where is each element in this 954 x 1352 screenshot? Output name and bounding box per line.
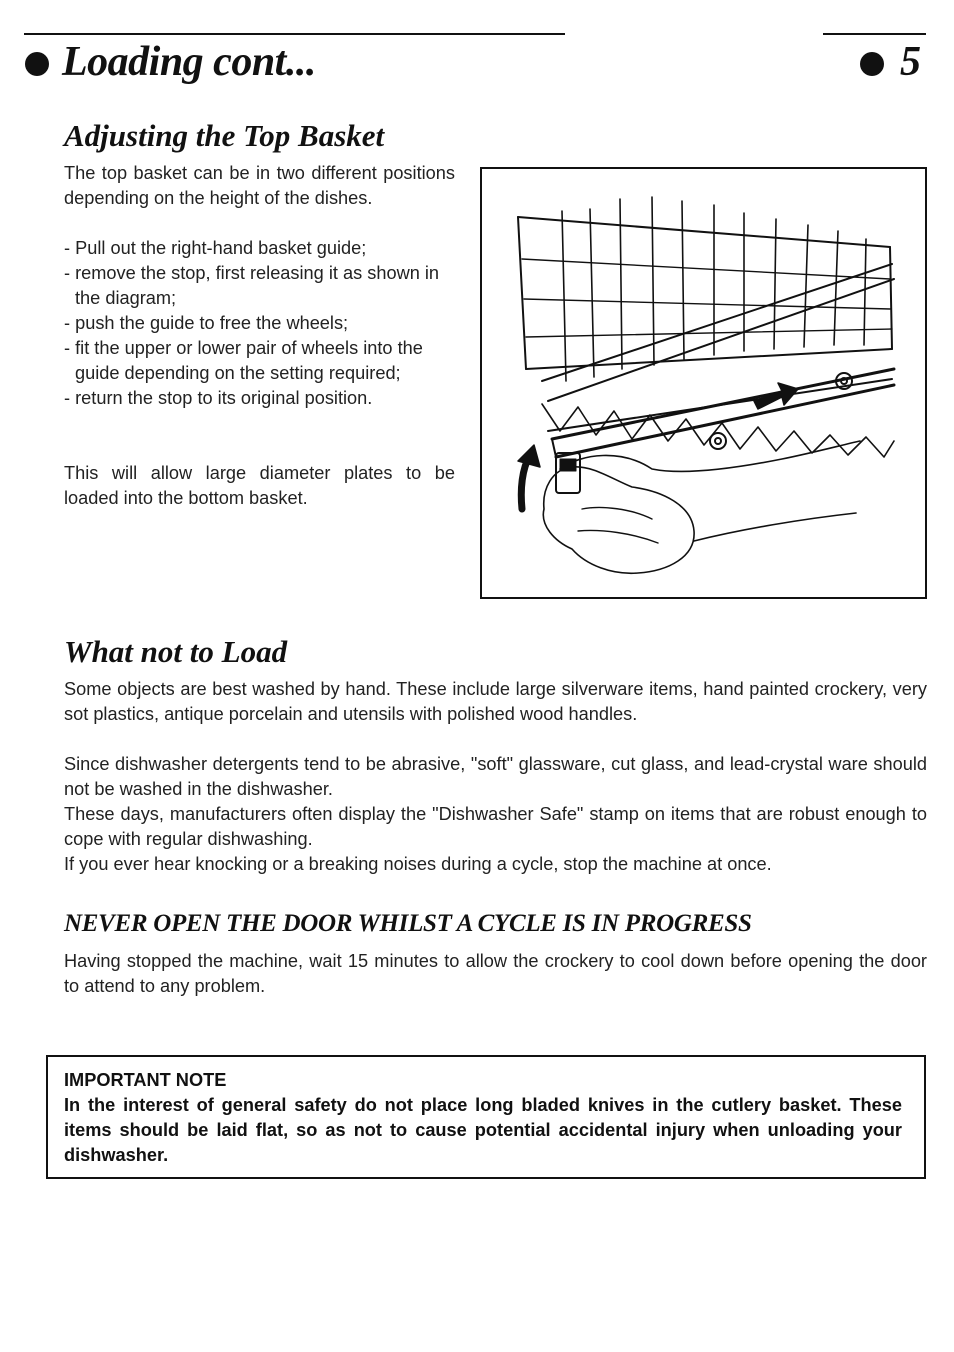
step-item: - fit the upper or lower pair of wheels into the guide depending on the setting required;: [64, 338, 423, 383]
important-note-box: [46, 1055, 926, 1179]
step-item: - remove the stop, first releasing it as shown in the diagram;: [64, 263, 440, 308]
page-title: Loading cont...: [62, 39, 316, 85]
header-rule-right: [823, 33, 926, 35]
important-note-title: IMPORTANT NOTE: [64, 1070, 227, 1090]
step-item: - return the stop to its original position.: [64, 388, 373, 408]
top-basket-heading: Adjusting the Top Basket: [64, 118, 385, 153]
what-not-to-load-heading: What not to Load: [64, 634, 288, 669]
page-number-bullet-icon: [860, 52, 884, 76]
page-number: 5: [900, 39, 921, 85]
header-rule-left: [24, 33, 565, 35]
what-not-to-load-para2: Since dishwasher detergents tend to be abrasive, "soft" glassware, cut glass, and lead-crystal ware should not be washed in the dishwasher.: [64, 754, 927, 799]
step-item: - Pull out the right-hand basket guide;: [64, 238, 367, 258]
what-not-to-load-para1: Some objects are best washed by hand. These include large silverware items, hand painted crockery, very sot plastics, antique porcelain and utensils with polished wood handles.: [64, 679, 927, 724]
top-basket-outro: This will allow large diameter plates to be loaded into the bottom basket.: [64, 463, 455, 508]
top-basket-intro: The top basket can be in two different positions depending on the height of the dishes.: [64, 163, 455, 208]
never-open-text: Having stopped the machine, wait 15 minutes to allow the crockery to cool down before opening the door to attend to any problem.: [64, 951, 927, 996]
never-open-heading: NEVER OPEN THE DOOR WHILST A CYCLE IS IN PROGRESS: [64, 910, 752, 937]
top-basket-steps: [64, 236, 455, 411]
step-item: - push the guide to free the wheels;: [64, 313, 349, 333]
title-bullet-icon: [25, 52, 49, 76]
basket-diagram-illustration: [482, 169, 925, 597]
basket-diagram-frame: [480, 167, 927, 599]
what-not-to-load-para4: If you ever hear knocking or a breaking noises during a cycle, stop the machine at once.: [64, 854, 772, 874]
important-note-text: In the interest of general safety do not place long bladed knives in the cutlery basket. These items should be laid flat, so as not to cause potential accidental injury when unloading your dishwasher.: [64, 1095, 902, 1165]
what-not-to-load-para3: These days, manufacturers often display the "Dishwasher Safe" stamp on items that are robust enough to cope with regular dishwashing.: [64, 804, 927, 849]
